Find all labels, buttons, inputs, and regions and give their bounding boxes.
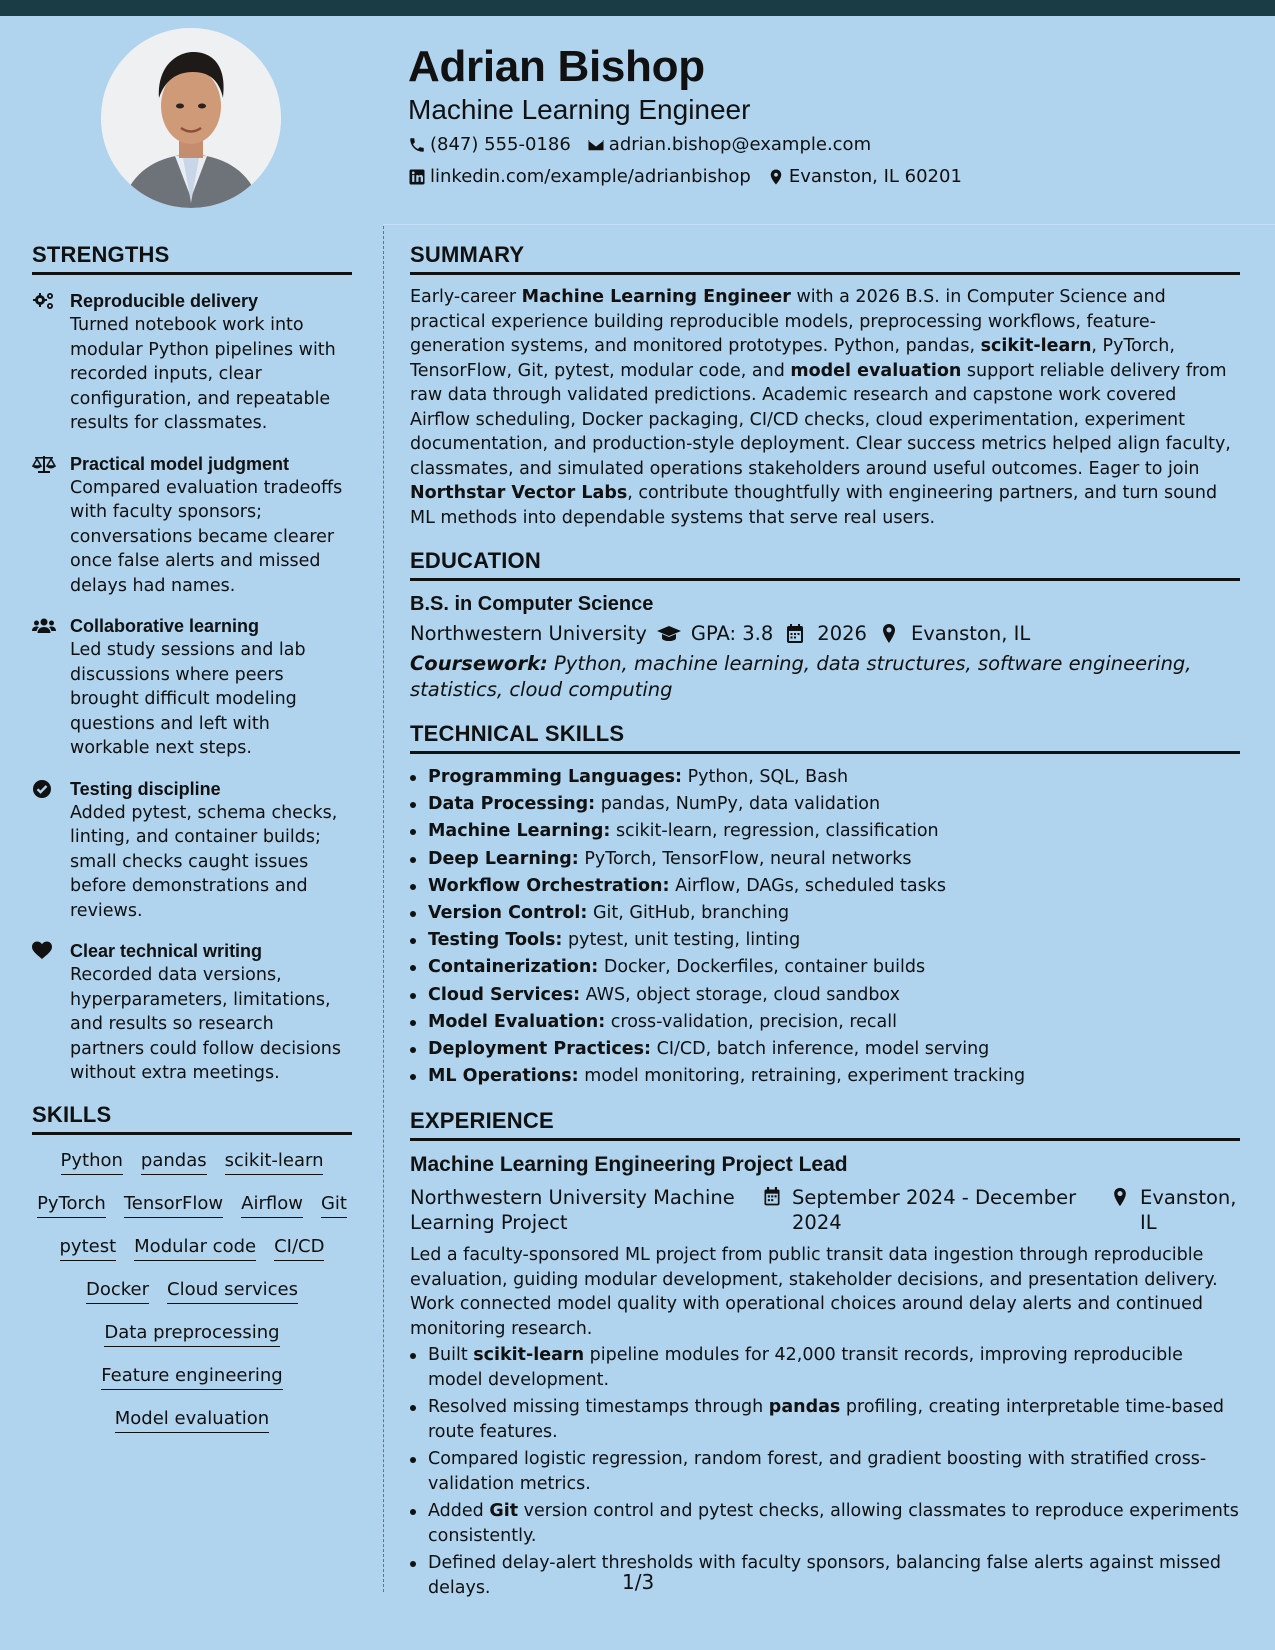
skills-heading: SKILLS bbox=[32, 1102, 352, 1135]
job-bullet bbox=[410, 1447, 1240, 1496]
technical-skill-item bbox=[410, 764, 1240, 791]
technical-skill-value: Git, GitHub, branching bbox=[587, 903, 790, 924]
technical-skill-value: Airflow, DAGs, scheduled tasks bbox=[669, 875, 946, 896]
technical-skill-value: Docker, Dockerfiles, container builds bbox=[598, 957, 926, 978]
skill-tag: pytest bbox=[60, 1235, 117, 1261]
strength-title: Clear technical writing bbox=[70, 941, 263, 961]
job-meta bbox=[410, 1185, 1240, 1235]
technical-skill-value: pytest, unit testing, linting bbox=[562, 930, 801, 951]
job-dates-text: September 2024 - December 2024 bbox=[792, 1186, 1077, 1235]
strength-item bbox=[32, 777, 352, 924]
strength-desc: Turned notebook work into modular Python pipelines with recorded inputs, clear configuration, and repeatable results for classmates. bbox=[70, 315, 336, 433]
check-circle-icon bbox=[32, 779, 56, 799]
bullet-fragment: version control and pytest checks, allowing classmates to reproduce experiments consistently. bbox=[428, 1501, 1239, 1546]
technical-skill-item bbox=[410, 1063, 1240, 1090]
job-bullet bbox=[410, 1551, 1240, 1600]
candidate-role: Machine Learning Engineer bbox=[408, 94, 751, 125]
summary-heading: SUMMARY bbox=[410, 242, 1240, 275]
summary-emphasis: model evaluation bbox=[790, 360, 962, 381]
technical-skill-item bbox=[410, 1036, 1240, 1063]
job-location bbox=[1110, 1185, 1240, 1235]
candidate-name: Adrian Bishop bbox=[408, 42, 705, 91]
skill-tag-row bbox=[95, 1321, 288, 1347]
technical-skill-value: pandas, NumPy, data validation bbox=[595, 794, 881, 815]
strength-desc: Led study sessions and lab discussions where peers brought difficult modeling questions and left with workable next steps. bbox=[70, 640, 306, 758]
bullet-emphasis: Git bbox=[489, 1501, 519, 1522]
job-bullet bbox=[410, 1499, 1240, 1548]
strength-title: Collaborative learning bbox=[70, 616, 260, 636]
job-bullet bbox=[410, 1343, 1240, 1392]
skill-tag-row bbox=[92, 1364, 291, 1390]
education-section bbox=[410, 548, 1240, 703]
technical-skill-value: scikit-learn, regression, classification bbox=[610, 821, 939, 842]
strength-title: Testing discipline bbox=[70, 778, 221, 799]
technical-skill-item bbox=[410, 873, 1240, 900]
strength-desc: Recorded data versions, hyperparameters, limitations, and results so research partners could follow decisions without extra meetings. bbox=[70, 965, 342, 1083]
technical-skill-item bbox=[410, 791, 1240, 818]
strengths-list bbox=[32, 289, 352, 1086]
technical-skill-label: Containerization: bbox=[428, 957, 599, 978]
skill-tag: Feature engineering bbox=[101, 1364, 282, 1390]
page-number: 1/3 bbox=[622, 1570, 655, 1594]
skill-tag: Docker bbox=[86, 1278, 149, 1304]
job-title: Machine Learning Engineering Project Lead bbox=[410, 1153, 848, 1177]
calendar-icon bbox=[783, 624, 807, 644]
technical-skill-item bbox=[410, 927, 1240, 954]
heart-icon bbox=[32, 941, 56, 961]
map-pin-icon bbox=[877, 624, 901, 644]
strengths-heading: STRENGTHS bbox=[32, 242, 352, 275]
job-location-text: Evanston, IL bbox=[1140, 1186, 1237, 1235]
calendar-icon bbox=[762, 1187, 782, 1207]
summary-fragment: , PyTorch, TensorFlow, Git, pytest, modular code, and bbox=[410, 336, 1175, 381]
degree: B.S. in Computer Science bbox=[410, 593, 654, 615]
technical-skill-item bbox=[410, 846, 1240, 873]
job-bullet bbox=[410, 1395, 1240, 1444]
skill-tag: CI/CD bbox=[274, 1235, 324, 1261]
skill-tag: Python bbox=[61, 1149, 123, 1175]
bullet-fragment: Added bbox=[428, 1501, 490, 1522]
skill-tag-row bbox=[28, 1192, 356, 1218]
bullet-fragment: Resolved missing timestamps through bbox=[428, 1397, 769, 1418]
education-heading: EDUCATION bbox=[410, 548, 1240, 581]
balance-scale-icon bbox=[32, 454, 56, 474]
gpa: GPA: 3.8 bbox=[690, 622, 774, 645]
strength-desc: Compared evaluation tradeoffs with faculty sponsors; conversations became clearer once false alerts and missed delays had names. bbox=[70, 477, 343, 596]
bullet-fragment: profiling, creating interpretable time-based route features. bbox=[428, 1397, 1225, 1442]
job-organization: Northwestern University Machine Learning Project bbox=[410, 1186, 735, 1235]
skill-tag: Data preprocessing bbox=[104, 1321, 279, 1347]
skill-tag: Airflow bbox=[241, 1192, 303, 1218]
strength-item bbox=[32, 289, 352, 436]
left-column bbox=[32, 242, 352, 1450]
school-name: Northwestern University bbox=[410, 622, 647, 645]
summary-fragment: support reliable delivery from raw data through validated predictions. Academic research and capstone work covered Airflow scheduling, Docker packaging, CI/CD checks, cloud experimentation, experiment documentation, and production-style deployment. Clear success metrics helped align faculty, classmates, and simulated operations stakeholders around useful outcomes. Eager to join bbox=[410, 360, 1231, 479]
technical-skill-item bbox=[410, 900, 1240, 927]
summary-emphasis: Northstar Vector Labs bbox=[410, 483, 628, 503]
email-contact[interactable] bbox=[587, 134, 871, 155]
technical-skill-value: Python, SQL, Bash bbox=[682, 767, 849, 787]
summary-fragment: Early-career bbox=[410, 287, 522, 307]
technical-skills-heading: TECHNICAL SKILLS bbox=[410, 721, 1240, 754]
technical-skill-label: Machine Learning: bbox=[428, 821, 611, 842]
skill-tag: pandas bbox=[141, 1149, 207, 1175]
coursework-label: Coursework: bbox=[410, 652, 548, 675]
experience-section bbox=[410, 1108, 1240, 1600]
technical-skill-label: Testing Tools: bbox=[428, 930, 563, 951]
technical-skill-value: PyTorch, TensorFlow, neural networks bbox=[578, 848, 912, 869]
technical-skill-label: Workflow Orchestration: bbox=[428, 875, 670, 896]
summary-text bbox=[410, 285, 1240, 530]
experience-heading: EXPERIENCE bbox=[410, 1108, 1240, 1141]
map-pin-icon bbox=[767, 168, 785, 186]
technical-skill-label: Deep Learning: bbox=[428, 848, 579, 869]
skill-tag: scikit-learn bbox=[225, 1149, 324, 1175]
header-divider bbox=[383, 224, 1275, 225]
column-divider bbox=[383, 226, 384, 1592]
job-dates bbox=[760, 1185, 1110, 1235]
bullet-fragment: Compared logistic regression, random forest, and gradient boosting with stratified cross-validation metrics. bbox=[428, 1449, 1207, 1494]
skill-tag: Model evaluation bbox=[115, 1407, 269, 1433]
skill-tag: Modular code bbox=[134, 1235, 256, 1261]
coursework-list: Python, machine learning, data structures, software engineering, statistics, cloud computing bbox=[410, 652, 1192, 701]
education-details bbox=[410, 619, 1240, 649]
strength-title: Practical model judgment bbox=[70, 453, 290, 474]
technical-skill-label: Data Processing: bbox=[428, 794, 596, 815]
linkedin-contact[interactable] bbox=[408, 166, 751, 187]
coursework bbox=[410, 651, 1240, 703]
users-icon bbox=[32, 616, 56, 636]
skill-tag: TensorFlow bbox=[124, 1192, 223, 1218]
location-contact bbox=[767, 166, 962, 187]
technical-skill-item bbox=[410, 1009, 1240, 1036]
graduation-cap-icon bbox=[657, 624, 681, 644]
linkedin-icon bbox=[408, 168, 426, 186]
technical-skill-value: CI/CD, batch inference, model serving bbox=[651, 1039, 990, 1060]
contact-row-2 bbox=[408, 166, 978, 187]
cogs-icon bbox=[32, 291, 56, 311]
skill-tag: Git bbox=[321, 1192, 347, 1218]
skill-tag-row bbox=[52, 1149, 333, 1175]
right-column bbox=[410, 242, 1240, 1618]
top-accent-bar bbox=[0, 0, 1275, 16]
phone-contact bbox=[408, 134, 571, 155]
skill-tag-row bbox=[51, 1235, 334, 1261]
strength-desc: Added pytest, schema checks, linting, and container builds; small checks caught issues before demonstrations and reviews. bbox=[70, 802, 338, 921]
summary-section bbox=[410, 242, 1240, 530]
skill-tag-row bbox=[106, 1407, 278, 1433]
technical-skills-list bbox=[410, 764, 1240, 1090]
bullet-fragment: pipeline modules for 42,000 transit records, improving reproducible model development. bbox=[428, 1345, 1183, 1390]
technical-skills-section bbox=[410, 721, 1240, 1090]
technical-skill-label: Programming Languages: bbox=[428, 767, 683, 787]
graduation-year: 2026 bbox=[817, 622, 867, 645]
skill-tag: PyTorch bbox=[37, 1192, 106, 1218]
strength-title: Reproducible delivery bbox=[70, 291, 259, 311]
technical-skill-value: cross-validation, precision, recall bbox=[605, 1011, 898, 1032]
strength-item bbox=[32, 452, 352, 599]
phone-text: (847) 555-0186 bbox=[430, 134, 571, 155]
email-text: adrian.bishop@example.com bbox=[608, 134, 872, 155]
technical-skill-value: AWS, object storage, cloud sandbox bbox=[580, 984, 900, 1005]
bullet-fragment: Built bbox=[428, 1345, 474, 1366]
location-text: Evanston, IL 60201 bbox=[788, 166, 962, 187]
technical-skill-label: ML Operations: bbox=[428, 1066, 579, 1087]
school-location: Evanston, IL bbox=[910, 622, 1031, 645]
job-bullets bbox=[410, 1343, 1240, 1600]
job-description: Led a faculty-sponsored ML project from public transit data ingestion through reproducible evaluation, guiding modular development, stakeholder decisions, and presentation delivery. Work connected model quality with operational choices around delay alerts and continued monitoring research. bbox=[410, 1245, 1218, 1339]
skill-tag-row bbox=[77, 1278, 307, 1304]
technical-skill-label: Version Control: bbox=[428, 903, 588, 924]
technical-skill-item bbox=[410, 954, 1240, 981]
summary-emphasis: scikit-learn bbox=[980, 336, 1092, 356]
profile-photo bbox=[101, 28, 281, 208]
contact-row-1 bbox=[408, 134, 887, 155]
summary-fragment: , contribute thoughtfully with engineering partners, and turn sound ML methods into dependable systems that serve real users. bbox=[410, 483, 1218, 528]
bullet-emphasis: pandas bbox=[768, 1397, 841, 1418]
phone-icon bbox=[408, 136, 426, 154]
linkedin-text: linkedin.com/example/adrianbishop bbox=[430, 166, 751, 187]
strength-item bbox=[32, 939, 352, 1086]
bullet-fragment: Defined delay-alert thresholds with faculty sponsors, balancing false alerts against missed delays. bbox=[428, 1553, 1222, 1598]
strength-item bbox=[32, 614, 352, 761]
technical-skill-item bbox=[410, 982, 1240, 1009]
skill-tags bbox=[32, 1149, 352, 1450]
summary-fragment: with a 2026 B.S. in Computer Science and practical experience building reproducible models, preprocessing workflows, feature-generation systems, and monitored prototypes. Python, pandas, bbox=[410, 287, 1166, 356]
technical-skill-value: model monitoring, retraining, experiment tracking bbox=[578, 1066, 1026, 1087]
technical-skill-label: Deployment Practices: bbox=[428, 1039, 652, 1060]
bullet-emphasis: scikit-learn bbox=[473, 1345, 585, 1366]
envelope-icon bbox=[587, 136, 605, 154]
technical-skill-label: Model Evaluation: bbox=[428, 1011, 606, 1032]
map-pin-icon bbox=[1110, 1187, 1130, 1207]
technical-skill-label: Cloud Services: bbox=[428, 984, 581, 1005]
skill-tag: Cloud services bbox=[167, 1278, 298, 1304]
technical-skill-item bbox=[410, 818, 1240, 845]
summary-emphasis: Machine Learning Engineer bbox=[521, 287, 791, 307]
